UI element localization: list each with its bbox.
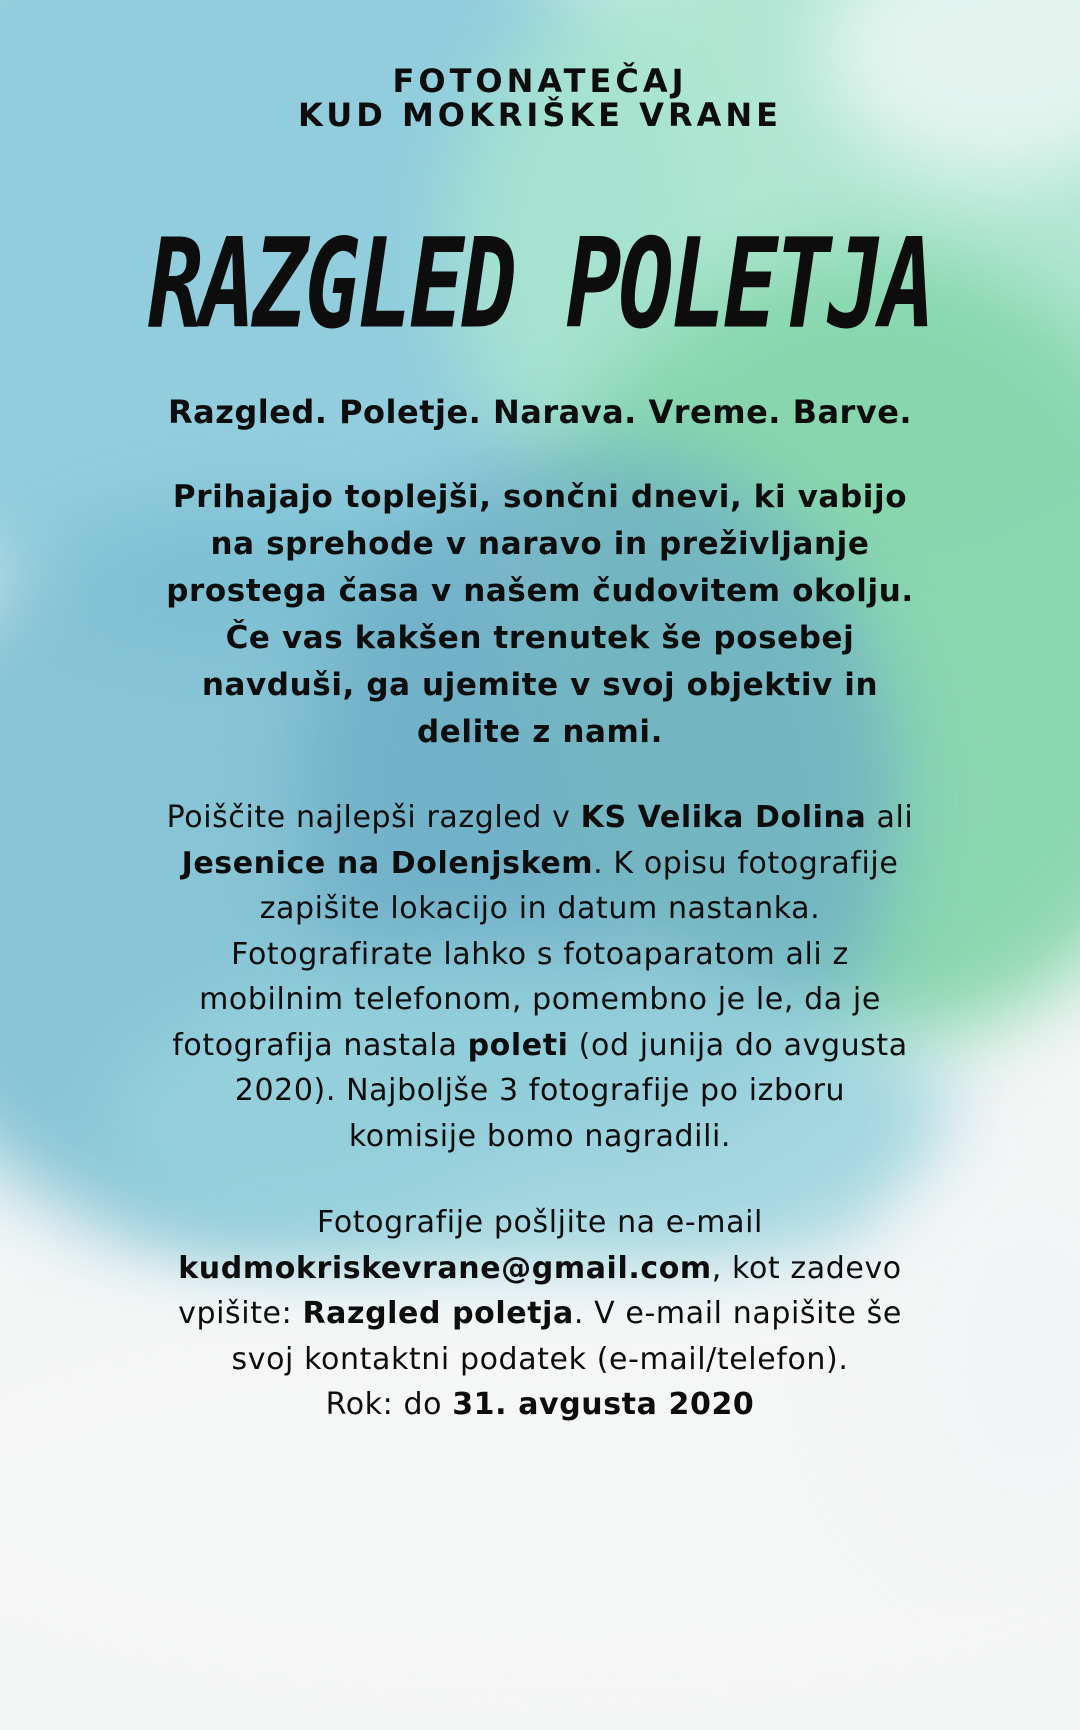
intro-line: Če vas kakšen trenutek še posebej (225, 620, 855, 656)
rules-line (80, 1023, 1000, 1069)
text: . K opisu fotografije (593, 845, 899, 881)
rules-line (80, 795, 1000, 841)
deadline-date: 31. avgusta 2020 (452, 1387, 755, 1422)
intro-line: delite z nami. (416, 714, 664, 750)
season-highlight: poleti (467, 1027, 569, 1063)
organizer-header (0, 64, 1080, 132)
location-highlight: KS Velika Dolina (580, 800, 867, 835)
text: . V e-mail napišite še (573, 1296, 902, 1331)
intro-line: prostega časa v našem čudovitem okolju. (166, 573, 914, 609)
poster-title: RAZGLED POLETJA (147, 211, 933, 356)
rules-line: 2020). Najboljše 3 fotografije po izboru (234, 1073, 846, 1108)
text: vpišite: (178, 1296, 303, 1331)
rules-line: komisije bomo nagradili. (348, 1118, 732, 1154)
submission-paragraph (80, 1200, 1000, 1428)
submission-line: svoj kontaktni podatek (e-mail/telefon). (231, 1341, 849, 1377)
rules-paragraph (80, 795, 1000, 1159)
rules-line: Fotografirate lahko s fotoaparatom ali z (231, 936, 849, 972)
header-line-contest: FOTONATEČAJ (392, 62, 688, 100)
text: (od junija do avgusta (568, 1027, 908, 1063)
submission-line: Fotografije pošljite na e-mail (317, 1205, 763, 1240)
text: , kot zadevo (711, 1250, 902, 1286)
text: ali (866, 800, 914, 835)
submission-line (80, 1291, 1000, 1337)
email-subject: Razgled poletja (302, 1296, 574, 1331)
intro-paragraph (90, 474, 990, 756)
email-address: kudmokriskevrane@gmail.com (178, 1250, 712, 1286)
deadline-line (80, 1382, 1000, 1428)
location-highlight: Jesenice na Dolenjskem (181, 845, 594, 881)
text: Poiščite najlepši razgled v (166, 800, 581, 835)
rules-line: mobilnim telefonom, pomembno je le, da je (199, 982, 881, 1017)
intro-line: na sprehode v naravo in preživljanje (210, 526, 870, 562)
intro-line: navduši, ga ujemite v svoj objektiv in (201, 667, 879, 703)
submission-line (80, 1246, 1000, 1292)
text: fotografija nastala (172, 1027, 468, 1063)
header-line-organizer: KUD MOKRIŠKE VRANE (298, 96, 782, 134)
intro-line: Prihajajo toplejši, sončni dnevi, ki vabijo (172, 479, 908, 515)
rules-line (80, 841, 1000, 887)
rules-line: zapišite lokacijo in datum nastanka. (259, 891, 821, 926)
deadline-label: Rok: do (325, 1387, 453, 1422)
tagline: Razgled. Poletje. Narava. Vreme. Barve. (167, 393, 913, 431)
